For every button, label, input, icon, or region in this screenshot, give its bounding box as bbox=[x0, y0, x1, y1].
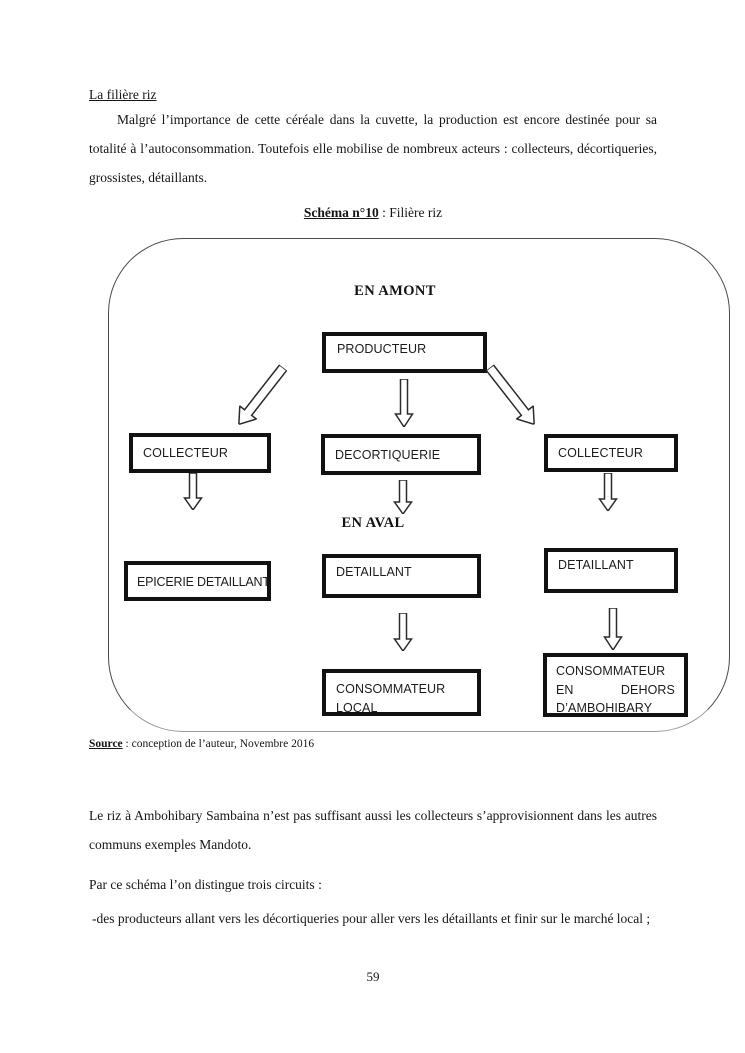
arrow-producteur-to-decortiquerie-icon bbox=[394, 379, 414, 427]
zone-label-aval: EN AVAL bbox=[341, 515, 405, 531]
page-title: La filière riz bbox=[89, 87, 157, 102]
box-epicerie-detaillant: EPICERIE DETAILLANT bbox=[124, 561, 271, 601]
consommateur-dehors-line3: D’AMBOHIBARY bbox=[556, 701, 653, 715]
arrow-detaillant-to-consommateur-local-icon bbox=[393, 613, 413, 651]
source-line bbox=[89, 738, 314, 750]
arrow-detaillant-to-consommateur-dehors-icon bbox=[603, 608, 623, 650]
paragraph-trois-circuits: Par ce schéma l’on distingue trois circuits : bbox=[89, 877, 322, 892]
schema-caption bbox=[89, 205, 657, 221]
source-label: Source bbox=[89, 738, 123, 750]
arrow-collecteur-left-to-epicerie-icon bbox=[183, 473, 203, 510]
schema-title: : Filière riz bbox=[378, 205, 443, 220]
consommateur-local-line1: CONSOMMATEUR bbox=[336, 682, 446, 696]
box-detaillant-right: DETAILLANT bbox=[544, 548, 678, 593]
schema-number: Schéma n°10 bbox=[303, 205, 379, 220]
arrow-producteur-to-collecteur-right-icon bbox=[481, 361, 543, 431]
box-consommateur-dehors bbox=[543, 653, 688, 717]
paragraph-riz-ambohibary: Le riz à Ambohibary Sambaina n’est pas suffisant aussi les collecteurs s’approvisionnent dans les autres communs exemples Mandoto. bbox=[89, 808, 657, 852]
consommateur-dehors-line2: EN DEHORS bbox=[556, 682, 675, 697]
paragraph-circuit-producteurs: -des producteurs allant vers les décortiqueries pour aller vers les détaillants et finir sur le marché local ; bbox=[92, 911, 651, 926]
page-number: 59 bbox=[366, 969, 380, 984]
box-collecteur-left: COLLECTEUR bbox=[129, 433, 271, 473]
arrow-producteur-to-collecteur-left-icon bbox=[230, 361, 292, 431]
zone-label-amont: EN AMONT bbox=[354, 283, 436, 299]
source-text: : conception de l’auteur, Novembre 2016 bbox=[122, 738, 315, 750]
consommateur-dehors-line1: CONSOMMATEUR bbox=[556, 664, 666, 678]
paragraph-intro: Malgré l’importance de cette céréale dans la cuvette, la production est encore destinée pour sa totalité à l’autoconsommation. Toutefois elle mobilise de nombreux acteurs : collecteurs, décortiqueries, grossistes, détaillants. bbox=[89, 112, 657, 185]
box-detaillant-mid: DETAILLANT bbox=[322, 554, 481, 598]
box-producteur: PRODUCTEUR bbox=[322, 332, 487, 373]
arrow-decortiquerie-to-detaillant-icon bbox=[393, 480, 413, 514]
box-decortiquerie: DECORTIQUERIE bbox=[321, 434, 481, 475]
box-collecteur-right: COLLECTEUR bbox=[544, 434, 678, 472]
consommateur-local-line2: LOCAL bbox=[336, 701, 378, 715]
box-consommateur-local bbox=[322, 669, 481, 716]
arrow-collecteur-right-to-detaillant-icon bbox=[598, 473, 618, 511]
filiere-riz-diagram bbox=[108, 238, 730, 732]
